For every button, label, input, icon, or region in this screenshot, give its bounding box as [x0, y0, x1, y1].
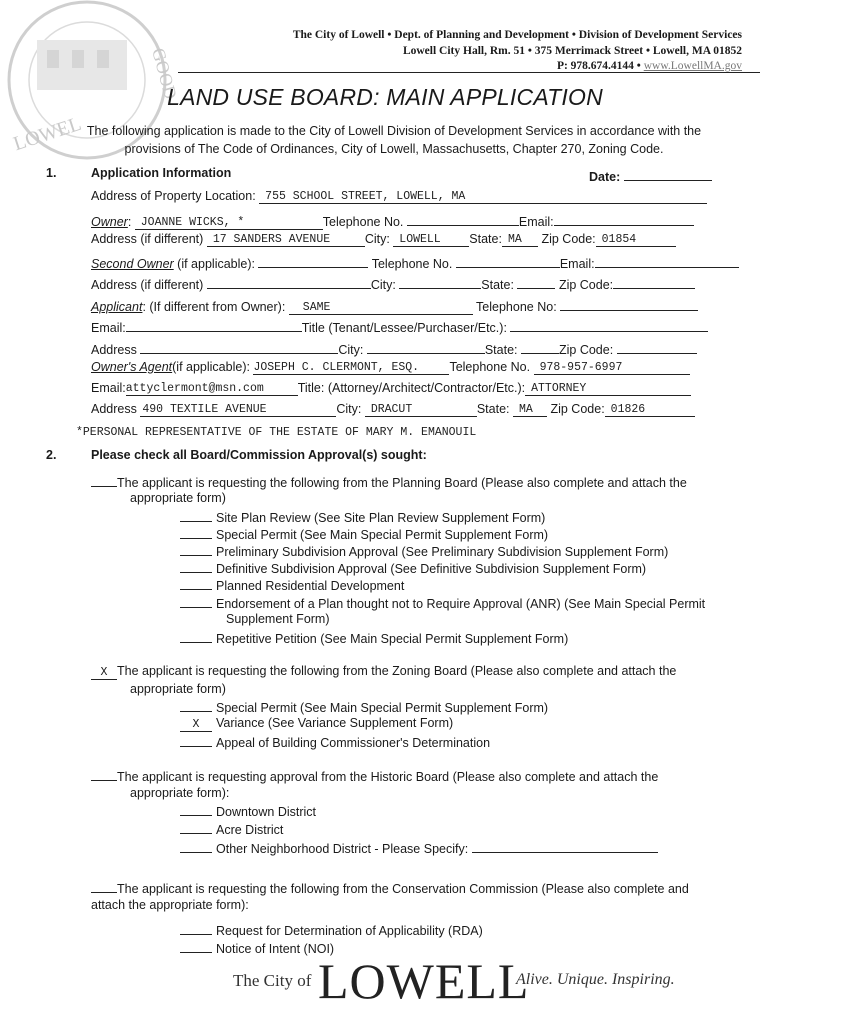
- owner-name-value: JOANNE WICKS, *: [140, 216, 245, 229]
- owner-address-field[interactable]: [207, 232, 365, 247]
- agent-address-value: 490 TEXTILE AVENUE: [142, 403, 267, 416]
- zoning-item: [180, 699, 548, 715]
- second-owner-email-field[interactable]: [595, 253, 739, 268]
- planning-item-checkbox[interactable]: [180, 509, 212, 522]
- agent-email-value: attyclermont@msn.com: [125, 382, 264, 395]
- agent-zip-label: Zip Code:: [550, 402, 605, 416]
- property-address-label: Address of Property Location:: [91, 189, 256, 203]
- second-owner-field[interactable]: [258, 253, 368, 268]
- agent-telephone-value: 978-957-6997: [539, 361, 623, 374]
- property-address-value: 755 SCHOOL STREET, LOWELL, MA: [265, 190, 466, 203]
- second-owner-state-label: State:: [481, 278, 514, 292]
- agent-address-field[interactable]: [140, 402, 336, 417]
- owner-city-value: LOWELL: [399, 233, 441, 246]
- owner-zip-field[interactable]: [596, 232, 676, 247]
- applicant-title-label: Title (Tenant/Lessee/Purchaser/Etc.):: [301, 321, 507, 335]
- planning-board-text1: The applicant is requesting the following from the Planning Board (Please also complete and attach the: [117, 476, 687, 490]
- owner-city-label: City:: [364, 232, 390, 246]
- second-owner-label: Second Owner: [91, 257, 174, 271]
- zoning-item-label: Special Permit (See Main Special Permit Supplement Form): [216, 701, 549, 715]
- owner-zip-label: Zip Code:: [541, 232, 596, 246]
- planning-board-line1: [91, 474, 687, 490]
- header-line3: [557, 60, 742, 72]
- historic-item-checkbox[interactable]: [180, 840, 212, 853]
- zoning-item-checkbox[interactable]: [180, 734, 212, 747]
- agent-title-value: ATTORNEY: [531, 382, 587, 395]
- planning-item-label: Planned Residential Development: [216, 579, 405, 593]
- agent-city-field[interactable]: [365, 402, 477, 417]
- historic-item-checkbox[interactable]: [180, 803, 212, 816]
- zoning-item-label: Appeal of Building Commissioner's Determination: [216, 736, 491, 750]
- planning-item-label: Special Permit (See Main Special Permit Supplement Form): [216, 528, 549, 542]
- planning-item-checkbox[interactable]: [180, 543, 212, 556]
- owner-telephone-field[interactable]: [407, 211, 519, 226]
- conservation-item-label: Request for Determination of Applicability (RDA): [216, 924, 483, 938]
- row-applicant-email: [91, 317, 708, 335]
- owner-name-field[interactable]: [135, 215, 323, 230]
- second-owner-state-field[interactable]: [517, 274, 555, 289]
- historic-item: [180, 838, 658, 856]
- agent-title-field[interactable]: [525, 381, 691, 396]
- agent-city-label: City:: [336, 402, 362, 416]
- applicant-note-label: : (If different from Owner):: [142, 300, 286, 314]
- applicant-zip-label: Zip Code:: [558, 343, 614, 357]
- footer-the-city-of: The City of: [233, 971, 312, 990]
- second-owner-applicable-label: (if applicable):: [177, 257, 255, 271]
- row-owner: Owner: JOANNE WICKS, * Telephone No. Email:: [91, 211, 694, 230]
- second-owner-address-label: Address (if different): [91, 278, 204, 292]
- agent-state-label: State:: [476, 402, 510, 416]
- planning-item: [180, 577, 404, 593]
- applicant-label: Applicant: [91, 300, 143, 314]
- row-applicant-address: [91, 339, 697, 357]
- date-input[interactable]: [624, 166, 712, 181]
- agent-zip-value: 01826: [610, 403, 646, 416]
- date-field[interactable]: [589, 166, 712, 184]
- owner-label: Owner: [91, 215, 128, 229]
- second-owner-city-label: City:: [370, 278, 396, 292]
- conservation-item-checkbox[interactable]: [180, 940, 212, 953]
- conservation-text1: The applicant is requesting the following from the Conservation Commission (Please also complete and: [117, 882, 689, 896]
- agent-city-value: DRACUT: [370, 403, 413, 416]
- conservation-item-checkbox[interactable]: [180, 922, 212, 935]
- owner-email-field[interactable]: [554, 211, 694, 226]
- agent-state-value: MA: [518, 403, 533, 416]
- applicant-city-field[interactable]: [367, 339, 485, 354]
- second-owner-telephone-label: Telephone No.: [371, 257, 453, 271]
- owner-address-value: 17 SANDERS AVENUE: [212, 233, 331, 246]
- applicant-address-field[interactable]: [140, 339, 338, 354]
- header-phone: P: 978.674.4144 •: [556, 60, 641, 72]
- zoning-board-text1: The applicant is requesting the following from the Zoning Board (Please also complete and attach the: [117, 664, 677, 678]
- row-applicant: [91, 296, 698, 315]
- zoning-item: [180, 716, 453, 732]
- historic-item: [180, 821, 283, 837]
- second-owner-zip-label: Zip Code:: [558, 278, 614, 292]
- date-label: Date:: [589, 170, 621, 184]
- applicant-email-label: Email:: [91, 321, 126, 335]
- section2-number: 2.: [46, 448, 57, 462]
- zoning-item-checkbox[interactable]: [180, 699, 212, 712]
- applicant-name-value: SAME: [302, 301, 331, 314]
- zoning-board-line1: [91, 664, 676, 680]
- agent-address-label: Address: [91, 402, 137, 416]
- zoning-board-text2: appropriate form): [130, 682, 226, 696]
- second-owner-telephone-field[interactable]: [456, 253, 560, 268]
- historic-item-checkbox[interactable]: [180, 821, 212, 834]
- planning-item: [180, 560, 646, 576]
- planning-item: [180, 526, 548, 542]
- applicant-telephone-field[interactable]: [560, 296, 698, 311]
- agent-title-label: Title: (Attorney/Architect/Contractor/Etc.):: [297, 381, 526, 395]
- agent-telephone-field[interactable]: [534, 360, 690, 375]
- zoning-item-checkbox[interactable]: X: [180, 719, 212, 732]
- historic-item: [180, 803, 316, 819]
- owner-telephone-label: Telephone No.: [322, 215, 404, 229]
- header-line2: Lowell City Hall, Rm. 51 • 375 Merrimack Street • Lowell, MA 01852: [402, 45, 742, 57]
- planning-item-label-cont: Supplement Form): [226, 612, 330, 626]
- historic-item-label: Other Neighborhood District - Please Specify:: [216, 842, 469, 856]
- planning-board-checkbox[interactable]: [91, 474, 117, 487]
- historic-item-label: Downtown District: [216, 805, 317, 819]
- section1-heading: Application Information: [91, 166, 232, 180]
- section1-footnote: *PERSONAL REPRESENTATIVE OF THE ESTATE OF MARY M. EMANOUIL: [76, 426, 477, 439]
- owner-state-field[interactable]: [502, 232, 538, 247]
- header-rule: [178, 72, 760, 73]
- second-owner-email-label: Email:: [559, 257, 595, 271]
- row-second-owner-address: [91, 274, 695, 292]
- row-owner-address: [91, 232, 676, 247]
- historic-board-text1: The applicant is requesting approval from the Historic Board (Please also complete and attach the: [117, 770, 659, 784]
- planning-item-label: Endorsement of a Plan thought not to Require Approval (ANR) (See Main Special Permit: [216, 597, 706, 611]
- planning-item-checkbox[interactable]: [180, 630, 212, 643]
- seal-text-right: GOOD: [148, 45, 181, 102]
- conservation-item: [180, 922, 483, 938]
- planning-item: [180, 509, 545, 525]
- header-website-link[interactable]: www.LowellMA.gov: [643, 60, 742, 72]
- owners-agent-label: Owner's Agent: [91, 360, 173, 374]
- planning-item-label: Repetitive Petition (See Main Special Permit Supplement Form): [216, 632, 569, 646]
- row-agent-address: [91, 402, 695, 417]
- applicant-city-label: City:: [338, 343, 364, 357]
- header-line1: The City of Lowell • Dept. of Planning and Development • Division of Development Services: [292, 29, 742, 41]
- agent-email-label: Email:: [91, 381, 126, 395]
- applicant-title-field[interactable]: [510, 317, 708, 332]
- planning-item: [180, 543, 668, 559]
- planning-item-checkbox[interactable]: [180, 577, 212, 590]
- second-owner-city-field[interactable]: [399, 274, 481, 289]
- historic-specify-field[interactable]: [472, 838, 658, 853]
- planning-item-label: Definitive Subdivision Approval (See Definitive Subdivision Supplement Form): [216, 562, 647, 576]
- conservation-item: [180, 940, 334, 956]
- agent-state-field[interactable]: [513, 402, 547, 417]
- conservation-text2: attach the appropriate form):: [91, 898, 249, 912]
- footer-tagline: Alive. Unique. Inspiring.: [516, 971, 675, 988]
- intro-paragraph: The following application is made to the City of Lowell Division of Development Services in accordance with the provisions of The Code of Ordinances, City of Lowell, Massachusetts, Chapter 270, Zoning Code.: [86, 124, 702, 156]
- applicant-name-field[interactable]: [289, 300, 473, 315]
- planning-item-label: Preliminary Subdivision Approval (See Preliminary Subdivision Supplement Form): [216, 545, 669, 559]
- row-owners-agent: [91, 360, 690, 375]
- applicant-telephone-label: Telephone No:: [476, 300, 557, 314]
- applicant-email-field[interactable]: [126, 317, 302, 332]
- page-title: LAND USE BOARD: MAIN APPLICATION: [167, 84, 603, 110]
- historic-board-line1: [91, 768, 658, 784]
- section2-heading: Please check all Board/Commission Approval(s) sought:: [91, 448, 427, 462]
- property-address-field[interactable]: [259, 189, 707, 204]
- owner-address-label: Address (if different): [91, 232, 204, 246]
- applicant-state-field[interactable]: [521, 339, 559, 354]
- owner-email-label: Email:: [518, 215, 554, 229]
- planning-item-checkbox[interactable]: [180, 560, 212, 573]
- agent-name-value: JOSEPH C. CLERMONT, ESQ.: [253, 361, 420, 374]
- applicant-state-label: State:: [484, 343, 518, 357]
- row-agent-email: [91, 381, 691, 396]
- historic-board-checkbox[interactable]: [91, 768, 117, 781]
- row-second-owner: [91, 253, 739, 271]
- historic-item-label: Acre District: [216, 823, 284, 837]
- planning-board-text2: appropriate form): [130, 491, 226, 505]
- agent-name-field[interactable]: [253, 360, 449, 375]
- second-owner-address-field[interactable]: [207, 274, 371, 289]
- agent-zip-field[interactable]: [605, 402, 695, 417]
- owner-city-field[interactable]: [393, 232, 469, 247]
- applicant-zip-field[interactable]: [617, 339, 697, 354]
- footer-logo: [0, 953, 770, 1009]
- row-property-address: [91, 189, 707, 204]
- conservation-line1: [91, 880, 689, 896]
- owner-state-label: State:: [469, 232, 502, 246]
- owner-state-value: MA: [507, 233, 522, 246]
- conservation-item-label: Notice of Intent (NOI): [216, 942, 335, 956]
- planning-item: [180, 630, 568, 646]
- zoning-item: [180, 734, 490, 750]
- planning-item-checkbox[interactable]: [180, 526, 212, 539]
- zoning-board-checkbox[interactable]: X: [91, 667, 117, 680]
- applicant-address-label: Address: [91, 343, 137, 357]
- zoning-item-label: Variance (See Variance Supplement Form): [216, 716, 454, 730]
- owners-agent-applicable-label: (if applicable):: [172, 360, 250, 374]
- agent-telephone-label: Telephone No.: [449, 360, 531, 374]
- historic-board-text2: appropriate form):: [130, 786, 230, 800]
- planning-item-label: Site Plan Review (See Site Plan Review Supplement Form): [216, 511, 546, 525]
- seal-text-left: LOWEL: [10, 112, 85, 156]
- owner-zip-value: 01854: [601, 233, 637, 246]
- footer-lowell-wordmark: LOWELL: [318, 953, 530, 1009]
- second-owner-zip-field[interactable]: [613, 274, 695, 289]
- agent-email-field[interactable]: [126, 381, 298, 396]
- section1-number: 1.: [46, 166, 57, 180]
- conservation-checkbox[interactable]: [91, 880, 117, 893]
- planning-item: [180, 595, 705, 611]
- planning-item-checkbox[interactable]: [180, 595, 212, 608]
